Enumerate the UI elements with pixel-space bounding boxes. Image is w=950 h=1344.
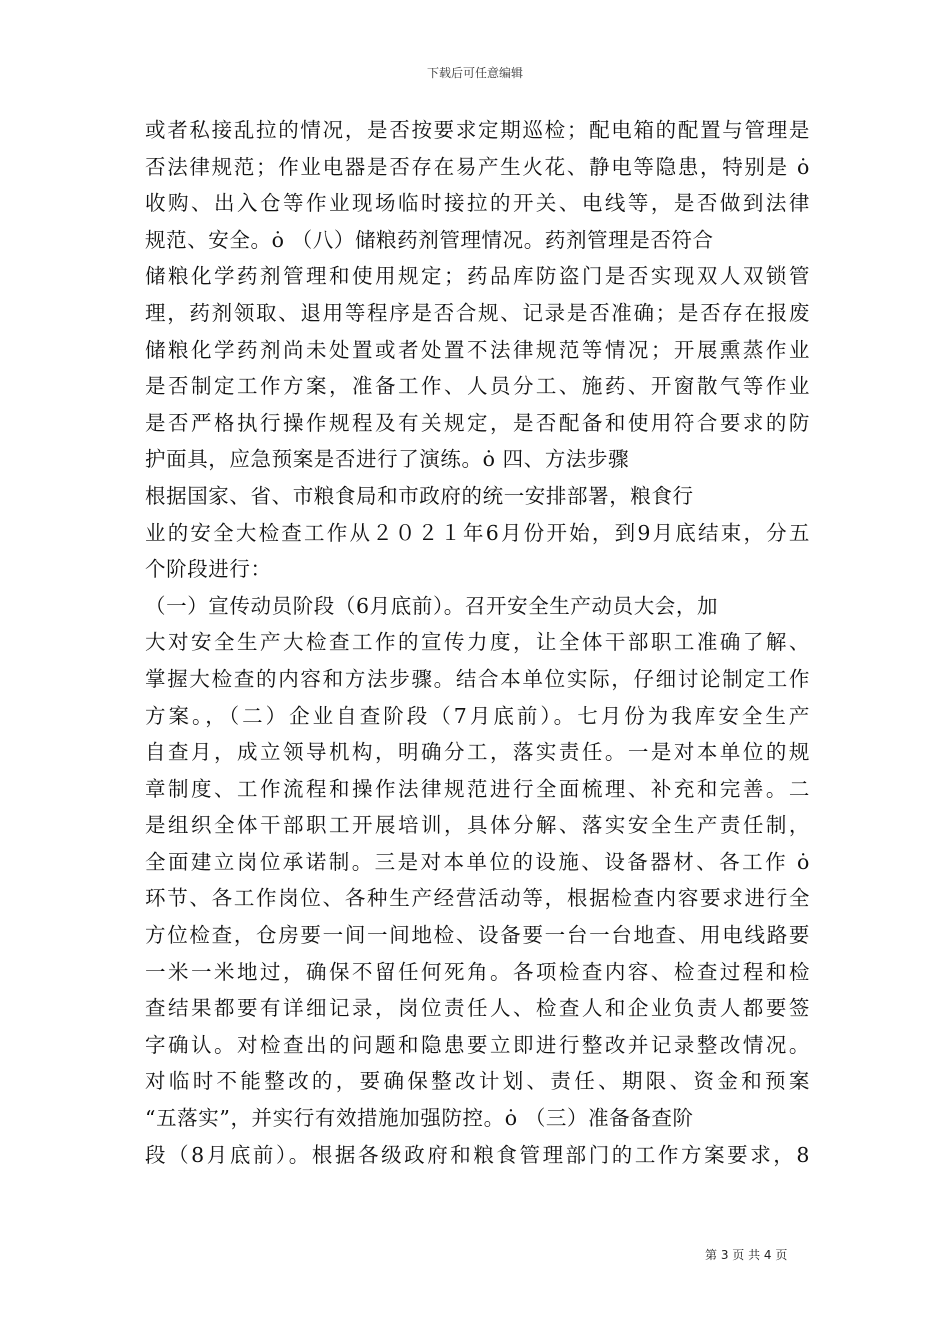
body-line: 掌握大检查的内容和方法步骤。结合本单位实际，仔细讨论制定工作	[145, 666, 810, 691]
page-number: 第 3 页 共 4 页	[705, 1248, 788, 1262]
body-line: 是否严格执行操作规程及有关规定，是否配备和使用符合要求的防	[145, 410, 810, 435]
body-line: 储粮化学药剂管理和使用规定；药品库防盗门是否实现双人双锁管	[145, 264, 810, 289]
body-line: （一）宣传动员阶段（6月底前）。召开安全生产动员大会，加	[145, 593, 719, 618]
body-line: “五落实”，并实行有效措施加强防控。ȯ （三）准备备查阶	[145, 1106, 694, 1131]
body-line: 或者私接乱拉的情况，是否按要求定期巡检；配电箱的配置与管理是	[145, 118, 810, 142]
body-line: 章制度、工作流程和操作法律规范进行全面梳理、补充和完善。二	[145, 776, 810, 801]
body-line: 查结果都要有详细记录，岗位责任人、检查人和企业负责人都要签	[145, 996, 810, 1021]
body-line: 方位检查，仓房要一间一间地检、设备要一台一台地查、用电线路要	[145, 923, 810, 948]
body-line: 对临时不能整改的，要确保整改计划、责任、期限、资金和预案	[145, 1069, 810, 1094]
body-line: 收购、出入仓等作业现场临时接拉的开关、电线等，是否做到法律	[145, 191, 810, 216]
body-line: 是组织全体干部职工开展培训，具体分解、落实安全生产责任制，	[145, 813, 810, 838]
body-line: 储粮化学药剂尚未处置或者处置不法律规范等情况；开展熏蒸作业	[145, 337, 810, 362]
body-line: 全面建立岗位承诺制。三是对本单位的设施、设备器材、各工作 ȯ	[145, 849, 810, 874]
body-line: 一米一米地过，确保不留任何死角。各项检查内容、检查过程和检	[145, 959, 810, 984]
body-line: 根据国家、省、市粮食局和市政府的统一安排部署，粮食行	[145, 483, 694, 508]
body-line: 方案。，（二）企业自查阶段（7月底前）。七月份为我库安全生产	[145, 703, 810, 728]
body-line: 个阶段进行：	[145, 557, 272, 582]
body-line: 段（8月底前）。根据各级政府和粮食管理部门的工作方案要求，8	[145, 1142, 810, 1167]
document-body	[145, 112, 810, 1173]
body-line: 自查月，成立领导机构，明确分工，落实责任。一是对本单位的规	[145, 740, 810, 765]
body-line: 业的安全大检查工作从２０２１年6月份开始，到9月底结束，分五	[145, 520, 810, 545]
body-line: 规范、安全。ȯ （八）储粮药剂管理情况。药剂管理是否符合	[145, 227, 714, 252]
body-line: 环节、各工作岗位、各种生产经营活动等，根据检查内容要求进行全	[145, 886, 810, 911]
body-line: 理，药剂领取、退用等程序是否合规、记录是否准确；是否存在报废	[145, 300, 810, 325]
body-line: 是否制定工作方案，准备工作、人员分工、施药、开窗散气等作业	[145, 374, 810, 399]
body-line: 否法律规范；作业电器是否存在易产生火花、静电等隐患，特别是 ȯ	[145, 154, 810, 179]
body-line: 护面具，应急预案是否进行了演练。ȯ 四、方法步骤	[145, 447, 630, 472]
body-line: 字确认。对检查出的问题和隐患要立即进行整改并记录整改情况。	[145, 1032, 810, 1057]
body-line: 大对安全生产大检查工作的宣传力度，让全体干部职工准确了解、	[145, 630, 810, 655]
page-header: 下载后可任意编辑	[426, 66, 523, 80]
